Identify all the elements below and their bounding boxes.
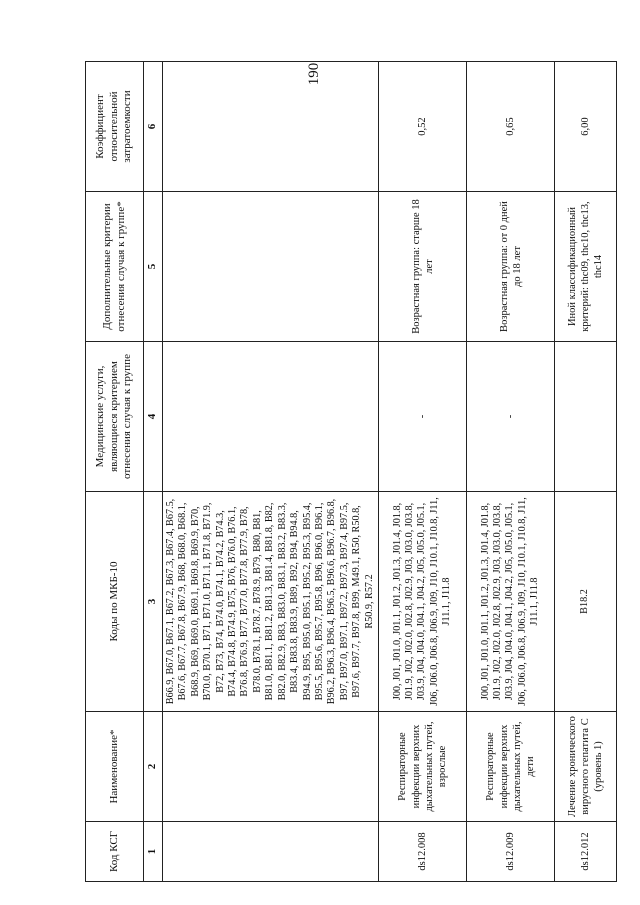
cell-coef: 0,52: [379, 62, 467, 192]
column-number: 6: [144, 62, 163, 192]
cell-services: -: [467, 342, 555, 492]
cell-criteria: Возрастная группа: от 0 дней до 18 лет: [467, 192, 555, 342]
cell-name: Респираторные инфекции верхних дыхательных путей, дети: [467, 712, 555, 822]
header-coef: Коэффициент относительной затратоемкости: [86, 62, 144, 192]
cell-coef: 0,65: [467, 62, 555, 192]
cell-code: [162, 822, 378, 882]
cell-code: ds12.008: [379, 822, 467, 882]
column-number: 4: [144, 342, 163, 492]
header-code: Код КСГ: [86, 822, 144, 882]
column-number: 3: [144, 492, 163, 712]
cell-code: ds12.009: [467, 822, 555, 882]
cell-name: Лечение хронического вирусного гепатита C (уровень 1): [555, 712, 617, 822]
column-number: 5: [144, 192, 163, 342]
table-row: [379, 62, 467, 882]
table-header-row: [86, 62, 144, 882]
header-name: Наименование*: [86, 712, 144, 822]
header-criteria: Дополнительные критерии отнесения случая к группе*: [86, 192, 144, 342]
table-row: [555, 62, 617, 882]
cell-criteria: Иной классификационный критерий: thc09, thc10, thc13, thc14: [555, 192, 617, 342]
cell-criteria: [162, 192, 378, 342]
column-number-row: [144, 62, 163, 882]
table-row: [162, 62, 378, 882]
cell-services: [555, 342, 617, 492]
cell-coef: 6,00: [555, 62, 617, 192]
cell-mkb: B18.2: [555, 492, 617, 712]
cell-mkb: J00, J01, J01.0, J01.1, J01.2, J01.3, J01.4, J01.8, J01.9, J02, J02.0, J02.8, J02.9, J03, J03.0, J03.8, J03.9, J04, J04.0, J04.1, J04.2, J05, J05.0, J05.1, J06, J06.0, J06.8, J06.9, J09, J10, J10.1, J10.8, J11, J11.1, J11.8: [379, 492, 467, 712]
cell-criteria: Возрастная группа: старше 18 лет: [379, 192, 467, 342]
table-row: [467, 62, 555, 882]
rotated-table-container: [85, 62, 605, 882]
cell-code: ds12.012: [555, 822, 617, 882]
header-services: Медицинские услуги, являющиеся критерием отнесения случая к группе: [86, 342, 144, 492]
column-number: 2: [144, 712, 163, 822]
cell-services: -: [379, 342, 467, 492]
column-number: 1: [144, 822, 163, 882]
cell-services: [162, 342, 378, 492]
cell-mkb: J00, J01, J01.0, J01.1, J01.2, J01.3, J01.4, J01.8, J01.9, J02, J02.0, J02.8, J02.9, J03, J03.0, J03.8, J03.9, J04, J04.0, J04.1, J04.2, J05, J05.0, J05.1, J06, J06.0, J06.8, J06.9, J09, J10, J10.1, J10.8, J11, J11.1, J11.8: [467, 492, 555, 712]
header-mkb: Коды по МКБ-10: [86, 492, 144, 712]
cell-name: Респираторные инфекции верхних дыхательных путей, взрослые: [379, 712, 467, 822]
ksg-table: [85, 61, 617, 882]
page-number: 190: [306, 62, 322, 86]
cell-name: [162, 712, 378, 822]
cell-coef: [162, 62, 378, 192]
cell-mkb: B66.9, B67.0, B67.1, B67.2, B67.3, B67.4, B67.5, B67.6, B67.7, B67.8, B67.9, B68, B68.0, B68.1, B68.9, B69, B69.0, B69.1, B69.8, B69.9, B70, B70.0, B70.1, B71, B71.0, B71.1, B71.8, B71.9, B72, B73, B74, B74.0, B74.1, B74.2, B74.3, B74.4, B74.8, B74.9, B75, B76, B76.0, B76.1, B76.8, B76.9, B77, B77.0, B77.8, B77.9, B78, B78.0, B78.1, B78.7, B78.9, B79, B80, B81, B81.0, B81.1, B81.2, B81.3, B81.4, B81.8, B82, B82.0, B82.9, B83, B83.0, B83.1, B83.2, B83.3, B83.4, B83.8, B83.9, B89, B92, B94, B94.8, B94.9, B95, B95.0, B95.1, B95.2, B95.3, B95.4, B95.5, B95.6, B95.7, B95.8, B96, B96.0, B96.1, B96.2, B96.3, B96.4, B96.5, B96.6, B96.7, B96.8, B97, B97.0, B97.1, B97.2, B97.3, B97.4, B97.5, B97.6, B97.7, B97.8, B99, M49.1, R50, R50.8, R50.9, R57.2: [162, 492, 378, 712]
